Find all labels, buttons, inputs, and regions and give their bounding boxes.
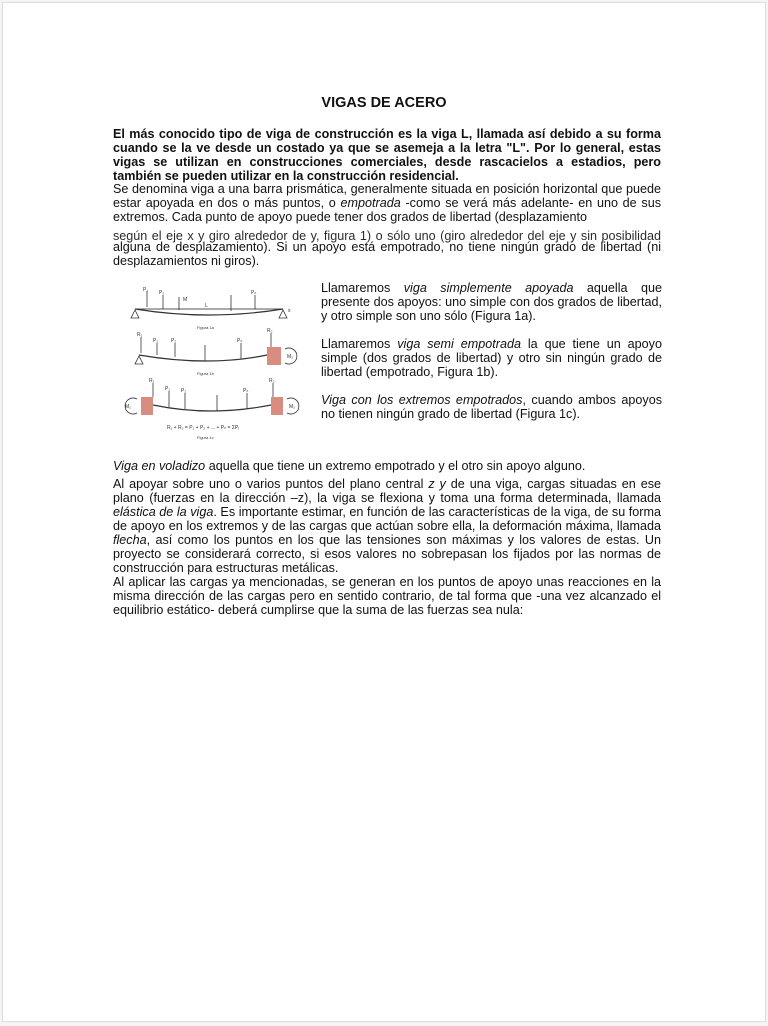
italic-term: z y <box>428 477 446 491</box>
italic-term: viga simplemente apoyada <box>403 281 574 295</box>
paragraph-semi-empotrada <box>321 337 662 379</box>
text-run: Se denomina viga a una barra prismática, generalmente situada en posición horizontal que puede estar apoyada en dos o más puntos, o <box>113 182 661 210</box>
label-m: M <box>183 297 188 303</box>
caption-1c: Figura 1c <box>197 435 214 440</box>
paragraph-viga-l: El más conocido tipo de viga de construcción es la viga L, llamada así debido a su forma cuando se la ve desde un costado ya que se asemeja a la letra "L". Por lo general, estas vigas se utilizan en construcciones comerciales, desde rascacielos a estadios, pero también se pueden utilizar en la construcción residencial. <box>113 127 661 183</box>
paragraph-voladizo <box>113 459 661 473</box>
text-run: de una viga, cargas situadas en ese plano (fuerzas en la dirección –z), la viga se flexiona y toma una forma determinada, llamada <box>113 477 661 505</box>
italic-term-empotrada: empotrada <box>340 196 401 210</box>
text-run: -como se verá más adelante- en uno de sus extremos. Cada punto de apoyo puede tener dos grados de libertad (desplazamiento <box>113 196 662 224</box>
paragraph-desplazamiento: alguna de desplazamiento). Si un apoyo está empotrado, no tiene ningún grado de libertad (ni desplazamientos ni giros). <box>113 240 661 268</box>
beam-diagram-figure <box>113 283 305 443</box>
label-p2: P₂ <box>171 338 177 344</box>
label-p1: P₁ <box>143 287 149 293</box>
label-p2: P₂ <box>181 388 187 394</box>
text-run: la que tiene un apoyo simple (dos grados de libertad) y otro sin ningún grado de libertad (empotrado, Figura 1b). <box>321 337 662 379</box>
label-m2: M₂ <box>289 404 296 410</box>
caption-1b: Figura 1b <box>197 371 214 376</box>
label-pn: Pₙ <box>237 338 243 344</box>
fixed-support-wall <box>141 397 153 415</box>
label-p2: P₂ <box>159 290 165 296</box>
label-r1: R₁ <box>137 332 143 338</box>
italic-term: elástica de la viga <box>113 505 214 519</box>
text-run: Llamaremos <box>321 281 404 295</box>
italic-term: viga semi empotrada <box>397 337 521 351</box>
text-run: Llamaremos <box>321 337 398 351</box>
italic-term: flecha <box>113 533 147 547</box>
figure-1c <box>125 378 299 440</box>
text-run: Al apoyar sobre uno o varios puntos del plano central <box>113 477 429 491</box>
paragraph-reacciones: Al aplicar las cargas ya mencionadas, se generan en los puntos de apoyo unas reacciones en la misma dirección de las cargas pero en sentido contrario, de tal forma que -una vez alcanzado el equilibrio estático- deberá cumplirse que la suma de las fuerzas sea nula: <box>113 575 661 617</box>
italic-term: Viga en voladizo <box>113 459 206 473</box>
label-r1: R₁ <box>149 378 155 384</box>
overlapping-line: según el eje x y giro alrededor de y, figura 1) o sólo uno (giro alrededor del eje y sin posibilidad <box>113 229 661 243</box>
document-title: VIGAS DE ACERO <box>321 95 447 111</box>
text-run: , cuando ambos apoyos no tienen ningún grado de libertad (Figura 1c). <box>321 393 663 421</box>
document-page <box>2 2 766 1022</box>
paragraph-definicion-viga <box>113 182 661 224</box>
label-l: L <box>205 303 208 309</box>
label-r2: R₂ <box>269 378 275 384</box>
paragraph-extremos-empotrados <box>321 393 662 421</box>
label-p1: P₁ <box>165 386 171 392</box>
figure-1b <box>135 328 297 376</box>
fixed-support-wall <box>271 397 283 415</box>
text-run: aquella que presente dos apoyos: uno simple con dos grados de libertad, y otro simple son uno sólo (Figura 1a). <box>321 281 662 323</box>
label-pn: Pₙ <box>243 388 249 394</box>
paragraph-simplemente-apoyada <box>321 281 662 323</box>
figure-1a <box>131 287 291 330</box>
label-m2: M₂ <box>287 354 294 360</box>
italic-term: Viga con los extremos empotrados <box>321 393 523 407</box>
label-pn: Pₙ <box>251 290 257 296</box>
label-x: x <box>288 308 291 314</box>
label-p1: P₁ <box>153 338 159 344</box>
paragraph-flexion <box>113 477 661 575</box>
text-run: , así como los puntos en los que las tensiones son máximas y los valores de estas. Un proyecto se considerará correcto, si esos valores no sobrepasan los fijados por las normas de construcción para estructuras metálicas. <box>113 533 661 575</box>
fixed-support-wall <box>267 347 281 365</box>
label-r2: R₂ <box>267 328 273 334</box>
equilibrium-equation: R₁ + R₂ = P₁ + P₂ + ... + Pₙ = ΣPᵢ <box>167 425 240 431</box>
caption-1a: Figura 1a <box>197 325 214 330</box>
text-run: aquella que tiene un extremo empotrado y el otro sin apoyo alguno. <box>205 459 586 473</box>
label-m1: M₁ <box>125 404 131 410</box>
text-run: . Es importante estimar, en función de las características de la viga, de su forma de apoyo en los extremos y de las cargas que actúan sobre ella, la deformación máxima, llamada <box>113 505 661 533</box>
